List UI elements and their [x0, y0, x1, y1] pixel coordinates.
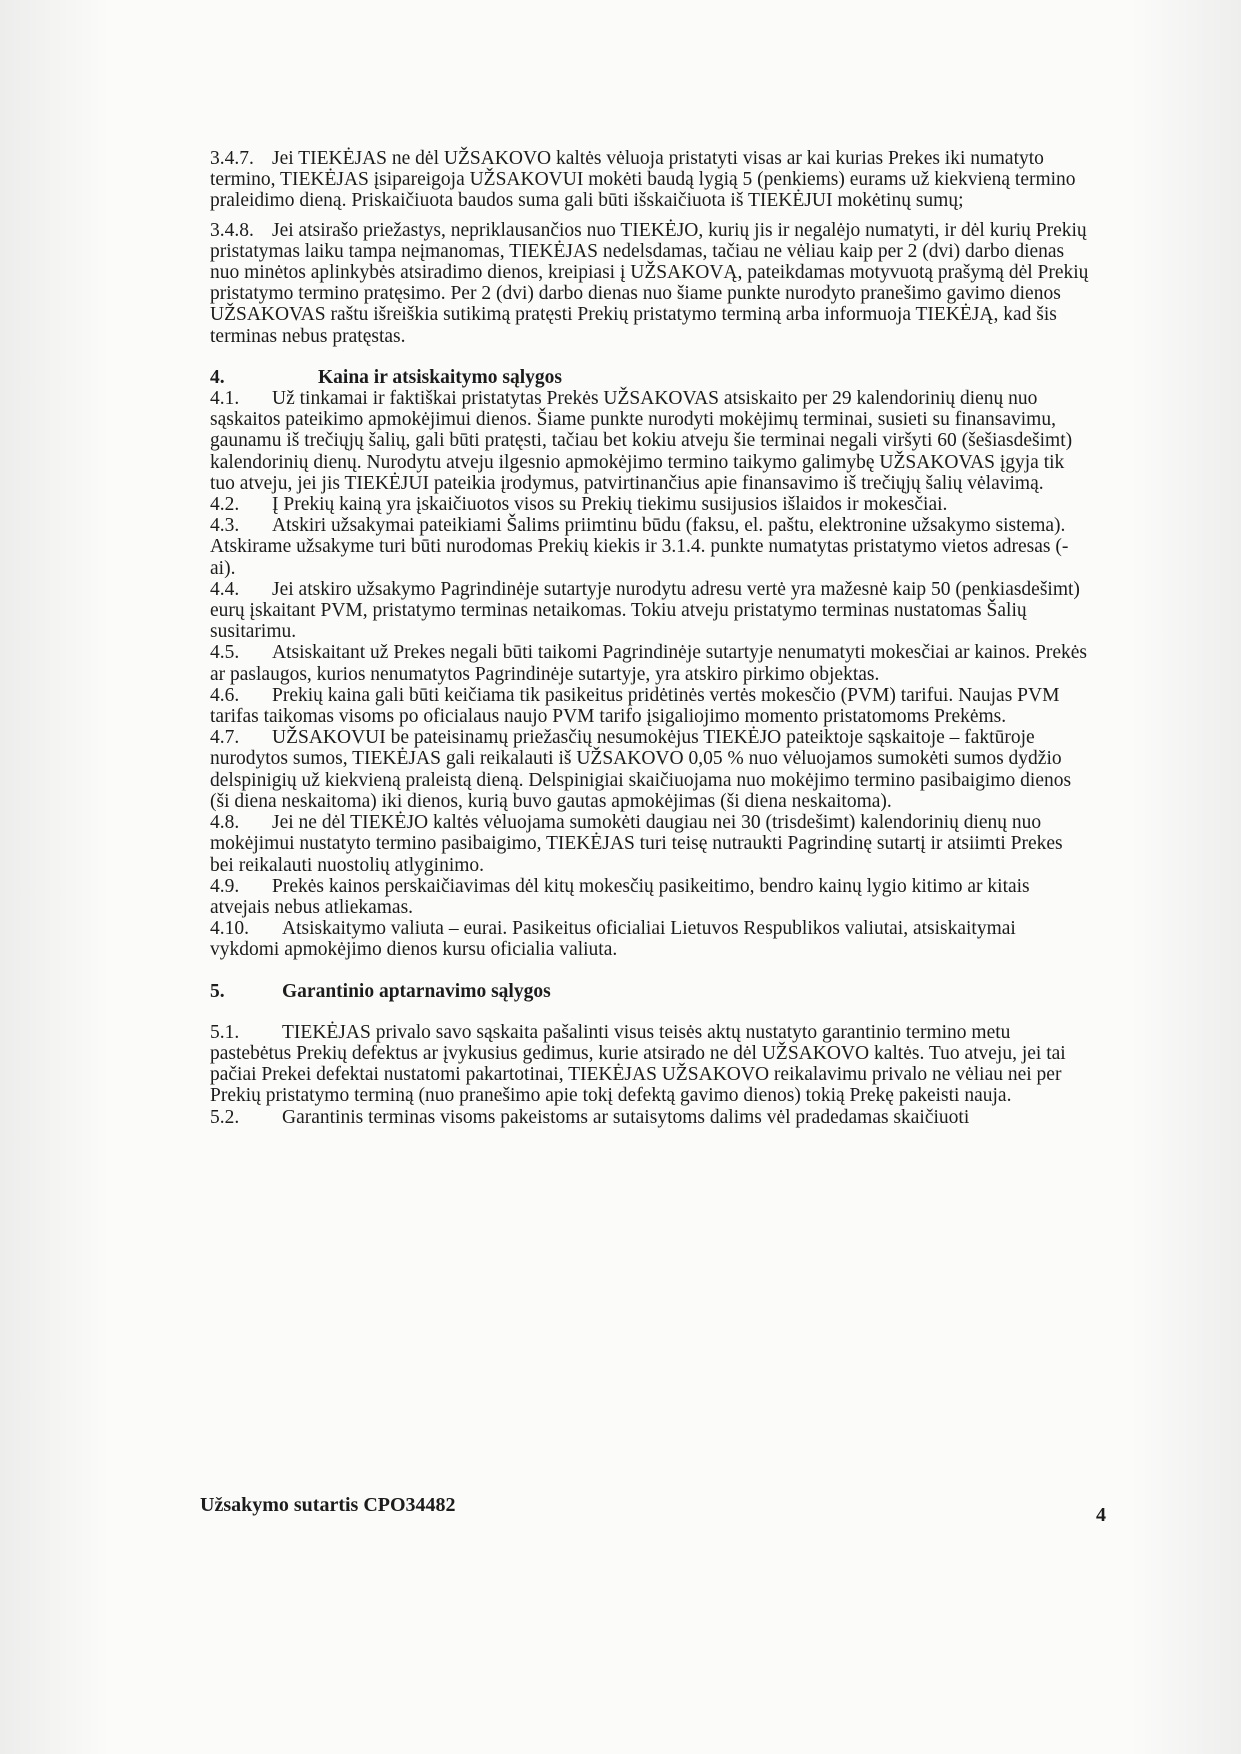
clause-4-10	[210, 918, 1090, 960]
section-title: Kaina ir atsiskaitymo sąlygos	[318, 366, 562, 388]
scan-edge-left	[0, 0, 110, 1754]
clause-text: Atsiskaitymo valiuta – eurai. Pasikeitus oficialiai Lietuvos Respublikos valiutai, atsiskaitymai vykdomi apmokėjimo dienos kursu oficialia valiuta.	[210, 918, 1016, 961]
clause-text: Garantinis terminas visoms pakeistoms ar sutaisytoms dalims vėl pradedamas skaičiuoti	[282, 1106, 970, 1128]
clause-text: Į Prekių kainą yra įskaičiuotos visos su Prekių tiekimu susijusios išlaidos ir mokesčiai.	[272, 494, 948, 516]
clause-text: Už tinkamai ir faktiškai pristatytas Prekės UŽSAKOVAS atsiskaito per 29 kalendorinių dienų nuo sąskaitos pateikimo apmokėjimui dienos. Šiame punkte nurodyti mokėjimų terminai, susieti su finansavimu, gaunamu iš trečiųjų šalių, gali būti pratęsti, tačiau bet kokiu atveju šie terminai negali viršyti 60 (šešiasdešimt) kalendorinių dienų. Nurodytu atveju ilgesnio apmokėjimo termino taikymo galimybę UŽSAKOVAS įgyja tik tuo atveju, jei jis TIEKĖJUI pateikia įrodymus, patvirtinančius apie finansavimo iš trečiųjų šalių vėlavimą.	[210, 388, 1073, 494]
clause-text: Prekės kainos perskaičiavimas dėl kitų mokesčių pasikeitimo, bendro kainų lygio kitimo ar kitais atvejais nebus atliekamas.	[210, 875, 1030, 918]
clause-number: 4.10.	[210, 918, 249, 940]
section-heading-5	[210, 981, 1090, 1002]
page-footer	[200, 1494, 1120, 1526]
clause-4-8	[210, 812, 1090, 876]
contract-label: Užsakymo sutartis CPO34482	[200, 1494, 456, 1516]
clause-number: 4.7.	[210, 727, 240, 749]
clause-number: 4.2.	[210, 494, 240, 516]
clause-text: UŽSAKOVUI be pateisinamų priežasčių nesumokėjus TIEKĖJO pateiktoje sąskaitoje – faktūroje nurodytos sumos, TIEKĖJAS gali reikalauti iš UŽSAKOVO 0,05 % nuo vėluojamos sumokėti sumos dydžio delspinigių už kiekvieną praleistą dieną. Delspinigiai skaičiuojama nuo mokėjimo termino pasibaigimo dienos (ši diena neskaitoma) iki dienos, kurią buvo gautas apmokėjimas (ši diena neskaitoma).	[210, 727, 1072, 812]
section-number: 4.	[210, 366, 225, 388]
clause-text: Prekių kaina gali būti keičiama tik pasikeitus pridėtinės vertės mokesčio (PVM) tarifui. Naujas PVM tarifas taikomas visoms po oficialaus naujo PVM tarifo įsigaliojimo momento pristatomoms Prekėms.	[210, 684, 1060, 728]
clause-4-5	[210, 642, 1090, 684]
clause-4-7	[210, 727, 1090, 812]
clause-number: 4.9.	[210, 875, 240, 897]
clause-text: Atsiskaitant už Prekes negali būti taikomi Pagrindinėje sutartyje nenumatyti mokesčiai ar kainos. Prekės ar paslaugos, kurios nenumatytos Pagrindinėje sutartyje, yra atskiro pirkimo objektas.	[210, 642, 1088, 685]
clause-text: Jei atskiro užsakymo Pagrindinėje sutartyje nurodytu adresu vertė yra mažesnė kaip 50 (penkiasdešimt) eurų įskaitant PVM, pristatymo terminas netaikomas. Tokiu atveju pristatymo terminas nustatomas Šalių susitarimu.	[210, 578, 1080, 643]
clause-4-6	[210, 685, 1090, 727]
clause-4-9	[210, 876, 1090, 918]
clause-text: Jei atsirašo priežastys, nepriklausančios nuo TIEKĖJO, kurių jis ir negalėjo numatyti, ir dėl kurių Prekių pristatymas laiku tampa neįmanomas, TIEKĖJAS nedelsdamas, tačiau ne vėliau kaip per 2 (dvi) darbo dienas nuo minėtos aplinkybės atsiradimo dienos, kreipiasi į UŽSAKOVĄ, pateikdamas motyvuotą prašymą dėl Prekių pristatymo termino pratęsimo. Per 2 (dvi) darbo dienas nuo šiame punkte nurodyto pranešimo gavimo dienos UŽSAKOVAS raštu išreiškia sutikimą pratęsti Prekių pristatymo terminą arba informuoja TIEKĖJĄ, kad šis terminas nebus pratęstas.	[210, 219, 1089, 347]
clause-4-2	[210, 494, 1090, 515]
clause-4-3	[210, 515, 1090, 579]
clause-number: 4.3.	[210, 515, 240, 537]
clause-number: 3.4.7.	[210, 148, 254, 169]
clause-text: Jei ne dėl TIEKĖJO kaltės vėluojama sumokėti daugiau nei 30 (trisdešimt) kalendorinių dienų nuo mokėjimui nustatyto termino pasibaigimo, TIEKĖJAS turi teisę nutraukti Pagrindinę sutartį ir atsiimti Prekes bei reikalauti nuostolių atlyginimo.	[210, 812, 1063, 876]
clause-number: 5.2.	[210, 1106, 240, 1128]
clause-text: TIEKĖJAS privalo savo sąskaita pašalinti visus teisės aktų nustatyto garantinio termino metu pastebėtus Prekių defektus ar įvykusius gedimus, kurie atsirado ne dėl UŽSAKOVO kaltės. Tuo atveju, jei tai pačiai Prekei defektai nustatomi pakartotinai, TIEKĖJAS UŽSAKOVO reikalavimu privalo ne vėliau nei per Prekių pristatymo terminą (nuo pranešimo apie tokį defektą gavimo dienos) tokią Prekę pakeisti nauja.	[210, 1021, 1066, 1107]
clause-number: 4.5.	[210, 642, 240, 664]
clause-5-1	[210, 1022, 1090, 1107]
clause-3-4-8	[210, 220, 1090, 347]
document-page	[210, 148, 1090, 1128]
clause-number: 4.1.	[210, 388, 240, 410]
section-heading-4	[210, 367, 1090, 388]
clause-number: 4.8.	[210, 812, 240, 834]
clause-4-1	[210, 388, 1090, 494]
clause-3-4-7	[210, 148, 1090, 212]
clause-text: Atskiri užsakymai pateikiami Šalims priimtinu būdu (faksu, el. paštu, elektronine užsakymo sistema). Atskirame užsakyme turi būti nurodomas Prekių kiekis ir 3.1.4. punkte numatytas pristatymo vietos adresas (-ai).	[210, 515, 1069, 579]
clause-number: 4.6.	[210, 684, 240, 706]
clause-text: Jei TIEKĖJAS ne dėl UŽSAKOVO kaltės vėluoja pristatyti visas ar kai kurias Prekes iki numatyto termino, TIEKĖJAS įsipareigoja UŽSAKOVUI mokėti baudą lygią 5 (penkiems) eurams už kiekvieną termino praleidimo dieną. Priskaičiuota baudos suma gali būti išskaičiuota iš TIEKĖJUI mokėtinų sumų;	[210, 148, 1076, 212]
clause-number: 5.1.	[210, 1021, 240, 1043]
scan-edge-right	[1131, 0, 1241, 1754]
clause-number: 3.4.8.	[210, 219, 254, 241]
page-number: 4	[1096, 1504, 1106, 1526]
section-title: Garantinio aptarnavimo sąlygos	[282, 980, 551, 1002]
clause-5-2	[210, 1107, 1090, 1128]
clause-4-4	[210, 579, 1090, 643]
section-number: 5.	[210, 980, 225, 1002]
clause-number: 4.4.	[210, 578, 240, 600]
